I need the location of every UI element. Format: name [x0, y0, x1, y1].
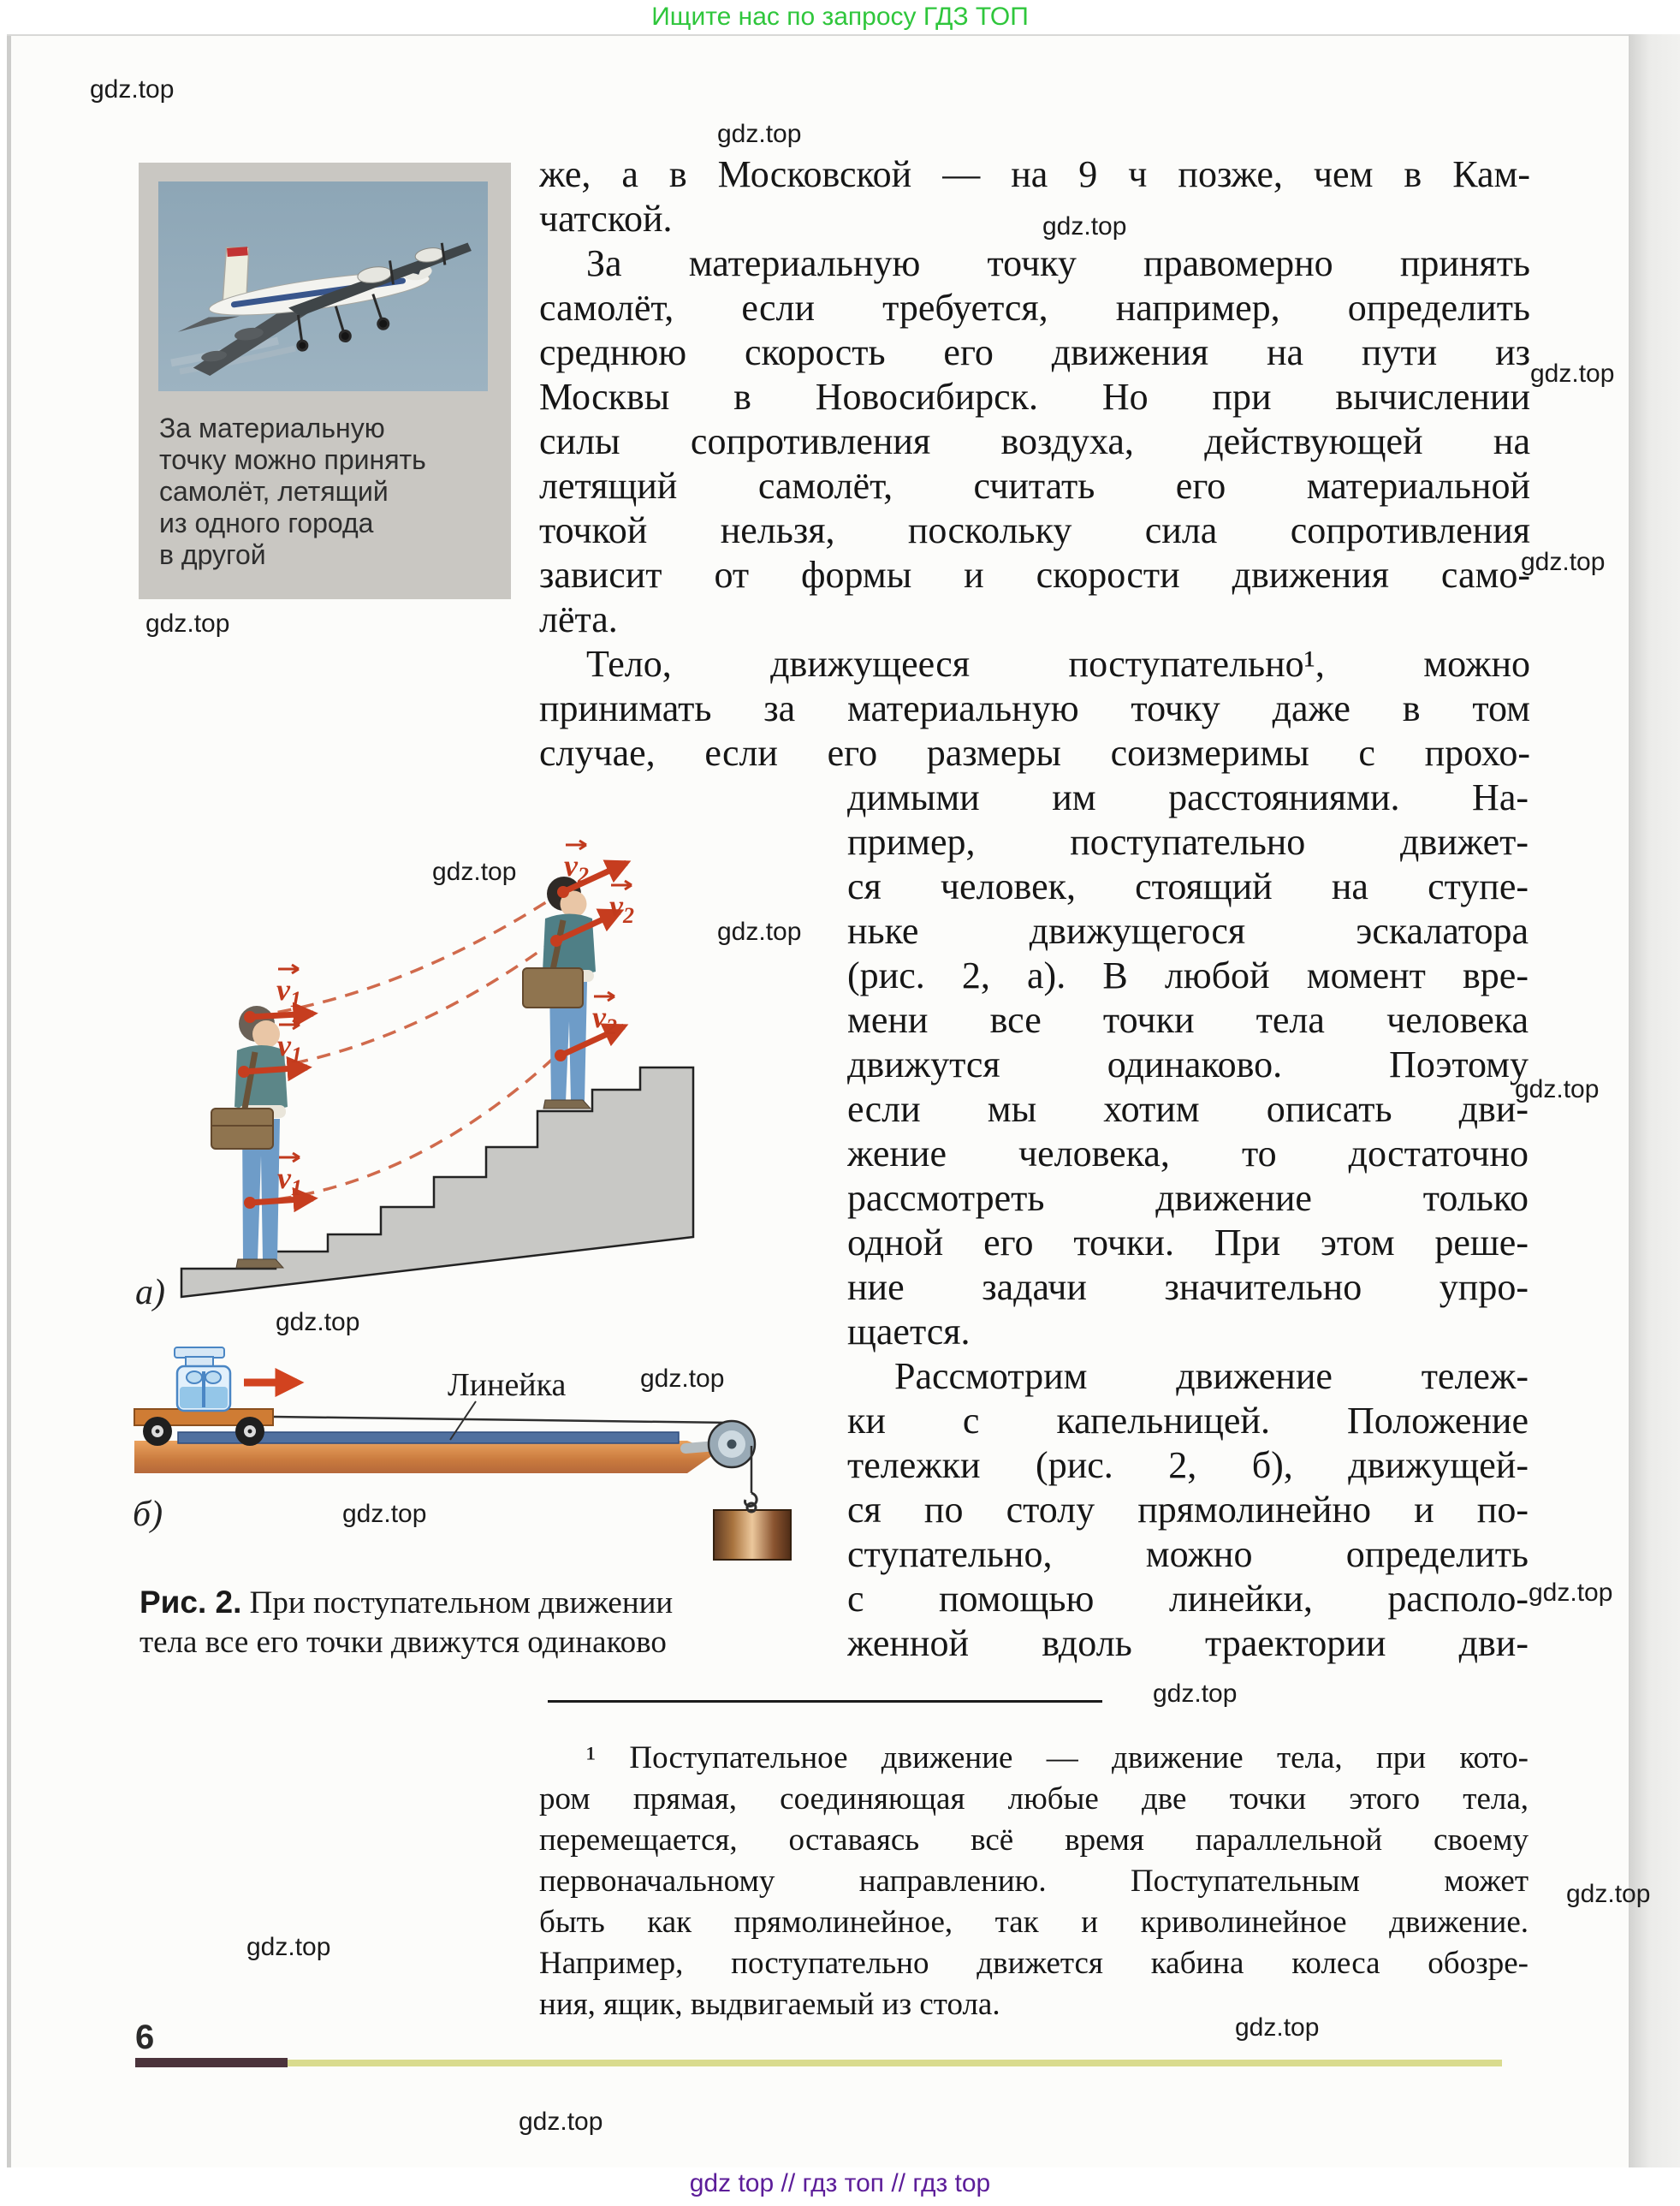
face [252, 1020, 280, 1048]
figure-caption [140, 1583, 824, 1662]
bag [523, 968, 583, 1008]
watermark: gdz.top [90, 75, 175, 104]
text-line: с помощью линейки, располо- [847, 1578, 1529, 1620]
text-line: случае, если его размеры соизмеримы с прохо- [539, 732, 1530, 774]
text-line: ся по столу прямолинейно и по- [847, 1489, 1529, 1531]
text-line: лёта. [539, 598, 618, 640]
pulley [709, 1421, 755, 1467]
text-line: самолёт, если требуется, например, определить [539, 287, 1530, 329]
v2-label-chest: $v_2$ [609, 889, 634, 928]
footnote-divider [548, 1700, 1102, 1703]
text-line: летящий самолёт, считать его материальной [539, 465, 1530, 507]
text-line: принимать за материальную точку даже в том [539, 687, 1530, 729]
text-line: ние задачи значительно упро- [847, 1266, 1529, 1308]
text-line: перемещается, оставаясь всё время параллельной своему [539, 1822, 1529, 1858]
table [134, 1441, 687, 1473]
watermark: gdz.top [145, 609, 230, 638]
v1-label-chest: $v_1$ [277, 1028, 302, 1067]
text-line: пример, поступательно движет- [847, 821, 1529, 863]
v1-label-knee: $v_1$ [277, 1161, 302, 1200]
text-line: быть как прямолинейное, так и криволинейное движение. [539, 1905, 1529, 1940]
figure-2b-cart [81, 1344, 804, 1567]
text-line: силы сопротивления воздуха, действующей на [539, 420, 1530, 462]
text-line: точку можно принять [159, 444, 426, 475]
text-line: движутся одинаково. Поэтому [847, 1044, 1529, 1085]
page-right-shadow [1629, 34, 1680, 2167]
watermark: gdz.top [1042, 212, 1127, 241]
text-line: тележки (рис. 2, б), движущей- [847, 1444, 1529, 1486]
v2-label-knee: $v_2$ [592, 1000, 617, 1039]
watermark: gdz.top [1515, 1075, 1600, 1103]
main-text-full-column [539, 152, 1530, 776]
footer-bar-dark [135, 2058, 288, 2067]
text-line: ньке движущегося эскалатора [847, 910, 1529, 952]
text-line: Тело, движущееся поступательно¹, можно [586, 643, 1530, 685]
v2-label-head: $v_2$ [564, 848, 589, 888]
string [274, 1417, 730, 1423]
watermark: gdz.top [342, 1500, 427, 1528]
watermark: gdz.top [519, 2108, 603, 2136]
page-top-edge [7, 34, 1677, 36]
watermark: gdz.top [1566, 1880, 1651, 1908]
watermark: gdz.top [717, 120, 802, 148]
text-line: точкой нельзя, поскольку сила сопротивления [539, 509, 1530, 551]
text-line: ром прямая, соединяющая любые две точки этого тела, [539, 1781, 1529, 1817]
airplane-sidebar-card [139, 163, 511, 599]
figure-2a-escalator [111, 835, 822, 1340]
text-line: женной вдоль траектории дви- [847, 1622, 1529, 1664]
person-lower-step [211, 1006, 288, 1268]
text-line: из одного города [159, 508, 374, 538]
figure-caption-line1: Рис. 2. При поступательном движении [140, 1585, 674, 1620]
airplane-illustration [158, 181, 488, 391]
footer-bar-khaki [288, 2060, 1502, 2066]
v1-label-head: $v_1$ [276, 972, 301, 1012]
weight [714, 1510, 791, 1560]
text-line: мени все точки тела человека [847, 999, 1529, 1041]
promo-header: Ищите нас по запросу ГДЗ ТОП [651, 3, 1029, 31]
shoes [543, 1100, 591, 1109]
text-line: среднюю скорость его движения на пути из [539, 331, 1530, 373]
airplane-caption [159, 413, 497, 571]
weight-ring [747, 1503, 756, 1512]
bag [211, 1109, 273, 1149]
text-line: Рассмотрим движение тележ- [894, 1355, 1529, 1397]
text-line: Москвы в Новосибирск. Но при вычислении [539, 376, 1530, 418]
page-number: 6 [135, 2019, 155, 2056]
tail-flag [227, 247, 248, 257]
text-line: же, а в Московской — на 9 ч позже, чем в Кам- [539, 153, 1530, 195]
text-line: первоначальному направлению. Поступательным может [539, 1864, 1529, 1899]
cart-wheel-right [235, 1417, 264, 1446]
text-line: ¹ Поступательное движение — движение тела, при кото- [586, 1740, 1529, 1775]
watermark: gdz.top [432, 858, 517, 886]
text-line: ния, ящик, выдвигаемый из стола. [539, 1987, 1000, 2022]
ruler-label: Линейка [448, 1367, 567, 1403]
watermark: gdz.top [276, 1308, 360, 1336]
text-line: жение человека, то достаточно [847, 1133, 1529, 1174]
text-line: ся человек, стоящий на ступе- [847, 865, 1529, 907]
text-line: одной его точки. При этом реше- [847, 1222, 1529, 1264]
text-line: ступательно, можно определить [847, 1533, 1529, 1575]
figure-b-label: б) [133, 1495, 163, 1534]
text-line: рассмотреть движение только [847, 1177, 1529, 1219]
text-line: Например, поступательно движется кабина колеса обозре- [539, 1946, 1529, 1981]
figure-number: Рис. 2. [140, 1585, 242, 1620]
watermark: gdz.top [717, 918, 802, 946]
watermark: gdz.top [1529, 1579, 1613, 1607]
text-line: самолёт, летящий [159, 476, 389, 507]
watermark: gdz.top [1235, 2013, 1320, 2042]
watermark: gdz.top [640, 1365, 725, 1393]
text-line: За материальную точку правомерно принять [586, 242, 1530, 284]
text-line: щается. [847, 1311, 971, 1353]
text-line: в другой [159, 539, 266, 570]
dropper-bottle [175, 1347, 230, 1411]
watermark: gdz.top [1521, 548, 1606, 576]
shoes [236, 1259, 283, 1268]
cart-wheel-left [143, 1417, 172, 1446]
watermark: gdz.top [246, 1933, 331, 1961]
page-left-edge [7, 36, 11, 2167]
watermark: gdz.top [1530, 360, 1615, 388]
text-line: зависит от формы и скорости движения само- [539, 554, 1530, 596]
promo-footer: gdz top // гдз топ // гдз top [689, 2169, 991, 2197]
figure-caption-line2: тела все его точки движутся одинаково [140, 1625, 667, 1660]
figure-a-label: а) [135, 1273, 165, 1312]
watermark: gdz.top [1153, 1680, 1238, 1708]
text-line: димыми им расстояниями. На- [847, 776, 1529, 818]
text-line: ки с капельницей. Положение [847, 1400, 1529, 1442]
text-line: если мы хотим описать дви- [847, 1088, 1529, 1130]
text-line: (рис. 2, а). В любой момент вре- [847, 954, 1529, 996]
text-line: За материальную [159, 413, 385, 443]
text-line: чатской. [539, 198, 673, 240]
footnote-text [539, 1738, 1529, 2025]
airplane-photo [158, 181, 488, 391]
main-text-narrow-column [847, 776, 1529, 1666]
